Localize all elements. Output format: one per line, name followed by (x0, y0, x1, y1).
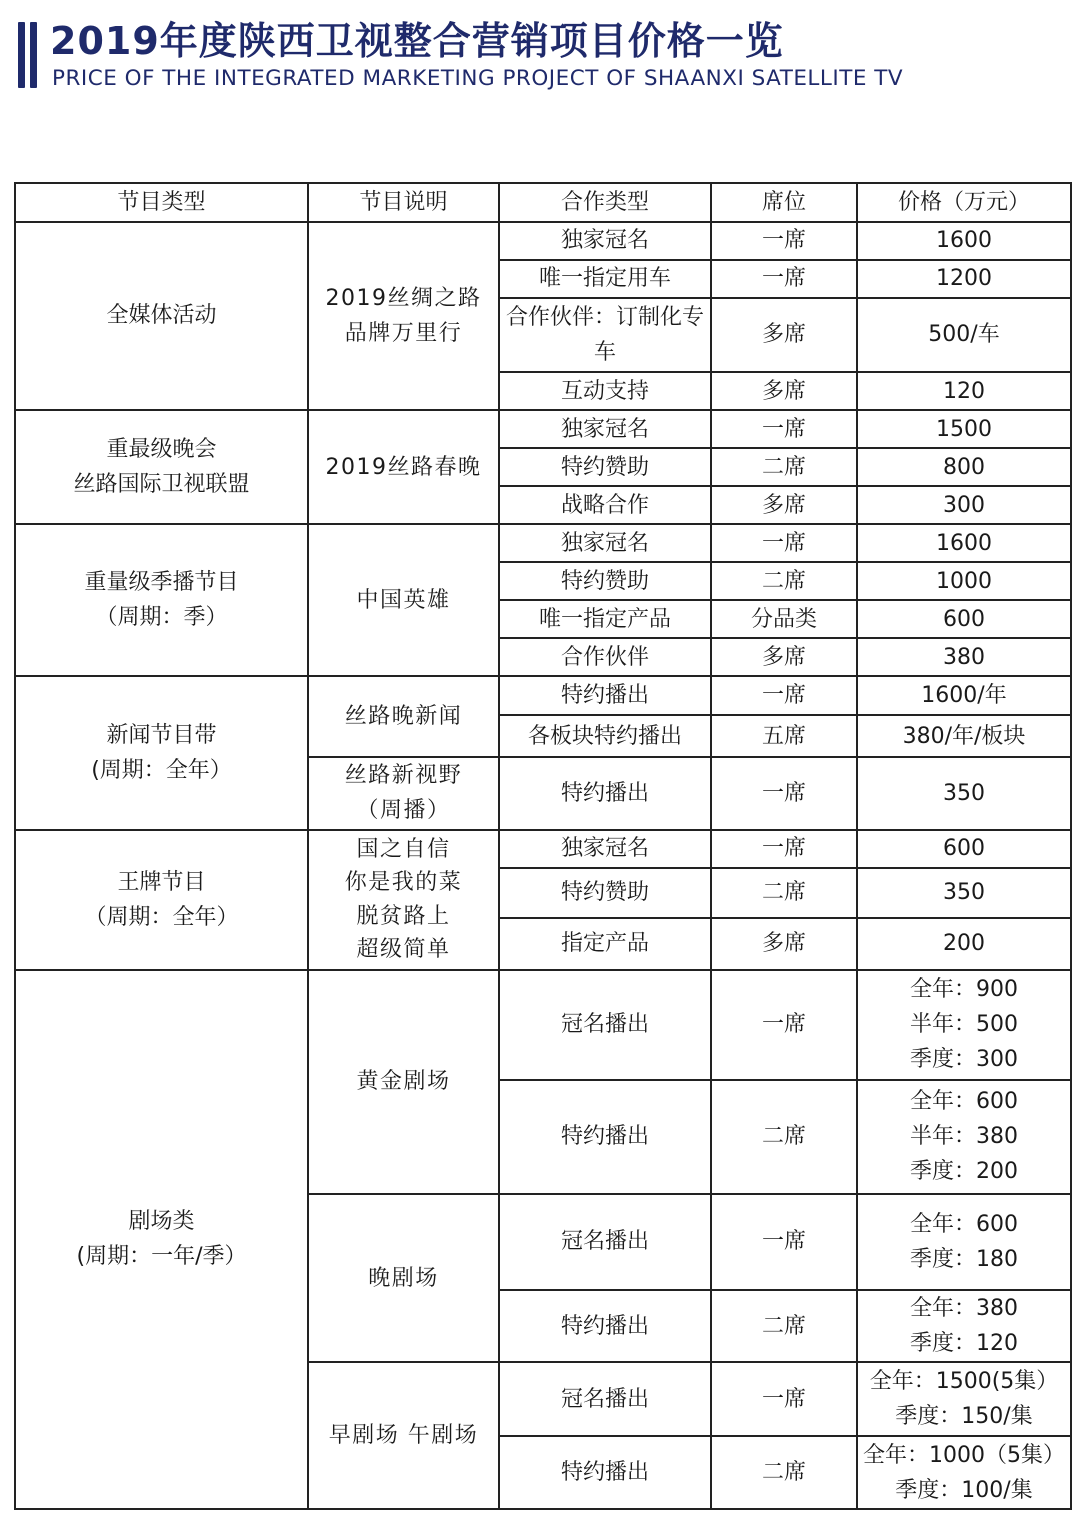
seat-cell: 多席 (711, 372, 857, 410)
seat-cell: 二席 (711, 1436, 857, 1509)
price-cell: 1600 (857, 222, 1071, 260)
price-cell: 500/车 (857, 298, 1071, 372)
program-type-cell: 剧场类 (周期：一年/季） (15, 970, 308, 1509)
seat-cell: 一席 (711, 676, 857, 715)
seat-cell: 分品类 (711, 600, 857, 638)
table-header-row (15, 183, 1071, 222)
price-cell: 800 (857, 448, 1071, 486)
program-type-cell: 王牌节目 （周期：全年） (15, 830, 308, 970)
table-row (15, 410, 1071, 448)
coop-type-cell: 特约播出 (499, 757, 711, 829)
program-desc-cell: 黄金剧场 (308, 970, 499, 1194)
accent-bar (18, 22, 25, 88)
seat-cell: 多席 (711, 486, 857, 524)
seat-cell: 一席 (711, 222, 857, 260)
price-cell: 600 (857, 830, 1071, 868)
price-cell: 120 (857, 372, 1071, 410)
coop-type-cell: 特约赞助 (499, 448, 711, 486)
price-cell: 1200 (857, 260, 1071, 298)
program-type-cell: 新闻节目带 (周期：全年） (15, 676, 308, 829)
program-desc-cell: 国之自信 你是我的菜 脱贫路上 超级简单 (308, 830, 499, 970)
seat-cell: 二席 (711, 1290, 857, 1362)
coop-type-cell: 合作伙伴：订制化专 车 (499, 298, 711, 372)
seat-cell: 多席 (711, 638, 857, 676)
program-desc-cell: 丝路新视野 （周播） (308, 757, 499, 829)
coop-type-cell: 特约播出 (499, 1080, 711, 1194)
seat-cell: 一席 (711, 410, 857, 448)
price-cell: 380 (857, 638, 1071, 676)
seat-cell: 多席 (711, 298, 857, 372)
program-desc-cell: 中国英雄 (308, 524, 499, 676)
program-desc-cell: 2019丝绸之路 品牌万里行 (308, 222, 499, 410)
table-row (15, 830, 1071, 868)
price-cell: 200 (857, 918, 1071, 970)
seat-cell: 一席 (711, 1194, 857, 1290)
table-row (15, 524, 1071, 562)
column-header: 节目说明 (308, 183, 499, 222)
price-table (14, 182, 1072, 1510)
seat-cell: 一席 (711, 830, 857, 868)
price-cell: 全年：1000（5集） 季度：100/集 (857, 1436, 1071, 1509)
program-desc-cell: 丝路晚新闻 (308, 676, 499, 757)
coop-type-cell: 指定产品 (499, 918, 711, 970)
seat-cell: 二席 (711, 868, 857, 918)
coop-type-cell: 各板块特约播出 (499, 715, 711, 757)
coop-type-cell: 冠名播出 (499, 1362, 711, 1436)
program-desc-cell: 早剧场 午剧场 (308, 1362, 499, 1509)
price-cell: 350 (857, 757, 1071, 829)
program-type-cell: 重量级季播节目 （周期：季） (15, 524, 308, 676)
seat-cell: 二席 (711, 562, 857, 600)
seat-cell: 二席 (711, 448, 857, 486)
table-row (15, 676, 1071, 715)
seat-cell: 一席 (711, 1362, 857, 1436)
price-cell: 全年：600 季度：180 (857, 1194, 1071, 1290)
coop-type-cell: 特约播出 (499, 676, 711, 715)
accent-bar (30, 22, 37, 88)
coop-type-cell: 唯一指定用车 (499, 260, 711, 298)
seat-cell: 五席 (711, 715, 857, 757)
program-desc-cell: 晚剧场 (308, 1194, 499, 1362)
price-cell: 1600 (857, 524, 1071, 562)
price-cell: 1600/年 (857, 676, 1071, 715)
title-accent-bars (14, 22, 42, 88)
coop-type-cell: 冠名播出 (499, 1194, 711, 1290)
price-cell: 1500 (857, 410, 1071, 448)
column-header: 席位 (711, 183, 857, 222)
table-row (15, 970, 1071, 1080)
page-header (0, 0, 1080, 100)
price-cell: 全年：600 半年：380 季度：200 (857, 1080, 1071, 1194)
seat-cell: 一席 (711, 970, 857, 1080)
coop-type-cell: 特约播出 (499, 1290, 711, 1362)
program-desc-cell: 2019丝路春晚 (308, 410, 499, 524)
seat-cell: 一席 (711, 524, 857, 562)
coop-type-cell: 独家冠名 (499, 222, 711, 260)
seat-cell: 多席 (711, 918, 857, 970)
page-subtitle: PRICE OF THE INTEGRATED MARKETING PROJECT OF SHAANXI SATELLITE TV (52, 66, 904, 91)
price-cell: 300 (857, 486, 1071, 524)
column-header: 合作类型 (499, 183, 711, 222)
coop-type-cell: 合作伙伴 (499, 638, 711, 676)
seat-cell: 一席 (711, 260, 857, 298)
program-type-cell: 重最级晚会 丝路国际卫视联盟 (15, 410, 308, 524)
price-cell: 1000 (857, 562, 1071, 600)
table-row (15, 222, 1071, 260)
coop-type-cell: 唯一指定产品 (499, 600, 711, 638)
price-cell: 600 (857, 600, 1071, 638)
coop-type-cell: 独家冠名 (499, 524, 711, 562)
page-title: 2019年度陕西卫视整合营销项目价格一览 (50, 19, 784, 63)
price-cell: 380/年/板块 (857, 715, 1071, 757)
coop-type-cell: 独家冠名 (499, 830, 711, 868)
coop-type-cell: 冠名播出 (499, 970, 711, 1080)
coop-type-cell: 特约播出 (499, 1436, 711, 1509)
price-cell: 全年：1500(5集） 季度：150/集 (857, 1362, 1071, 1436)
coop-type-cell: 互动支持 (499, 372, 711, 410)
price-cell: 全年：380 季度：120 (857, 1290, 1071, 1362)
seat-cell: 一席 (711, 757, 857, 829)
price-cell: 全年：900 半年：500 季度：300 (857, 970, 1071, 1080)
coop-type-cell: 独家冠名 (499, 410, 711, 448)
program-type-cell: 全媒体活动 (15, 222, 308, 410)
coop-type-cell: 特约赞助 (499, 562, 711, 600)
seat-cell: 二席 (711, 1080, 857, 1194)
column-header: 价格（万元） (857, 183, 1071, 222)
column-header: 节目类型 (15, 183, 308, 222)
coop-type-cell: 特约赞助 (499, 868, 711, 918)
price-cell: 350 (857, 868, 1071, 918)
coop-type-cell: 战略合作 (499, 486, 711, 524)
